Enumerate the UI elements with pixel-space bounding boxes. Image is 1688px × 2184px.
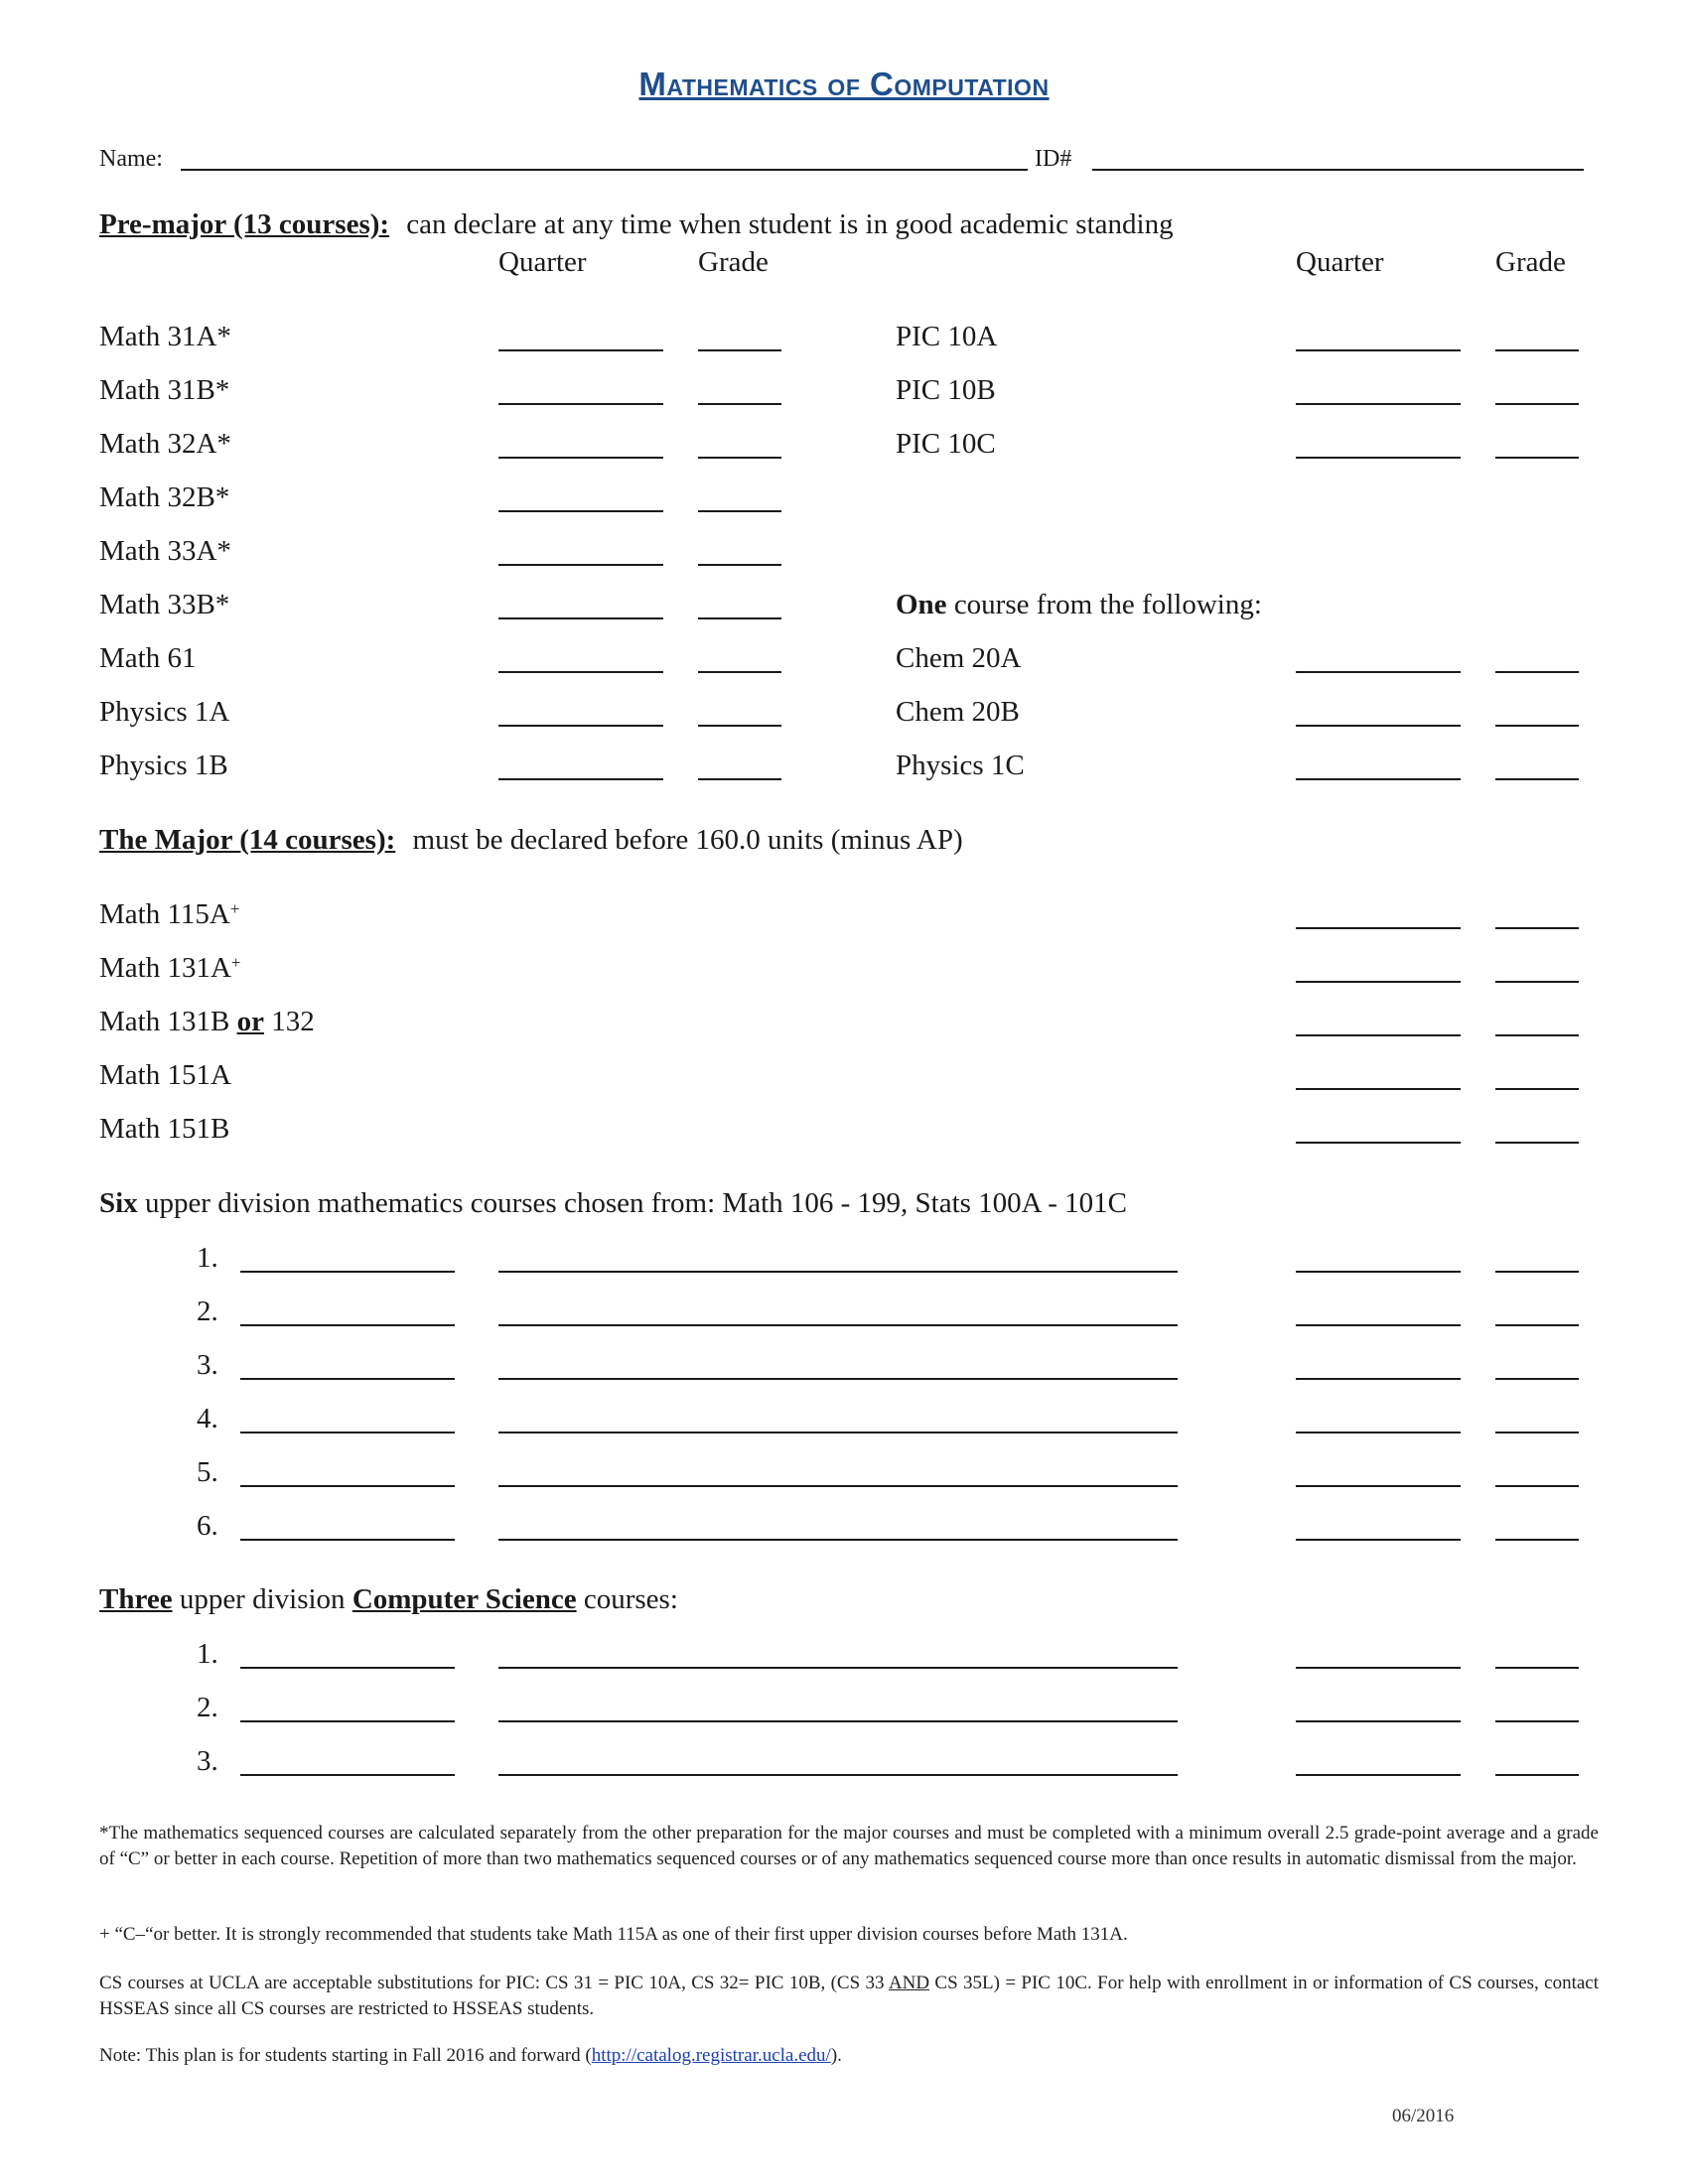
course-number-field[interactable] [240, 1720, 455, 1722]
grade-field[interactable] [1495, 778, 1579, 780]
grade-field[interactable] [1495, 1271, 1579, 1273]
quarter-field[interactable] [498, 457, 663, 459]
col-grade-left: Grade [698, 246, 769, 278]
premajor-heading-row [99, 210, 1174, 239]
quarter-field[interactable] [1296, 1539, 1461, 1541]
six-bold: Six [99, 1187, 138, 1219]
course-title-field[interactable] [498, 1378, 1178, 1380]
grade-field[interactable] [698, 403, 781, 405]
grade-field[interactable] [1495, 1142, 1579, 1144]
course-title-field[interactable] [498, 1432, 1178, 1433]
course-title-field[interactable] [498, 1720, 1178, 1722]
course-number-field[interactable] [240, 1378, 455, 1380]
page-title: Mathematics of Computation [638, 66, 1050, 102]
grade-field[interactable] [1495, 457, 1579, 459]
quarter-field[interactable] [1296, 1667, 1461, 1669]
course-label: Physics 1B [99, 750, 228, 781]
grade-field[interactable] [698, 457, 781, 459]
grade-field[interactable] [1495, 927, 1579, 929]
course-title-field[interactable] [498, 1667, 1178, 1669]
course-number-field[interactable] [240, 1539, 455, 1541]
cs-bold: Computer Science [352, 1583, 577, 1615]
row-number: 2. [197, 1692, 218, 1723]
quarter-field[interactable] [1296, 1432, 1461, 1433]
course-title-field[interactable] [498, 1485, 1178, 1487]
footnote-plan-note [99, 2043, 1599, 2069]
grade-field[interactable] [698, 617, 781, 619]
major-description: must be declared before 160.0 units (minus AP) [412, 824, 963, 856]
quarter-field[interactable] [1296, 981, 1461, 983]
course-name: Math 131B [99, 1006, 230, 1037]
course-label: Physics 1A [99, 696, 230, 728]
col-quarter-right: Quarter [1296, 246, 1384, 278]
name-field[interactable] [181, 169, 1028, 171]
col-grade-right: Grade [1495, 246, 1566, 278]
quarter-field[interactable] [1296, 349, 1461, 351]
course-title-field[interactable] [498, 1539, 1178, 1541]
cs-sub-and: AND [888, 1973, 930, 1993]
three-mid: upper division [179, 1583, 346, 1615]
quarter-field[interactable] [1296, 1324, 1461, 1326]
three-end: courses: [583, 1583, 678, 1615]
quarter-field[interactable] [1296, 457, 1461, 459]
name-label: Name: [99, 146, 163, 172]
footnote-grade-requirement: + “C–“or better. It is strongly recommended that students take Math 115A as one of their first upper division courses before Math 131A. [99, 1924, 1128, 1945]
major-heading: The Major (14 courses): [99, 824, 396, 856]
grade-requirement-mark: + [229, 899, 240, 918]
course-label: Math 31A* [99, 321, 231, 352]
course-label: Math 31B* [99, 374, 230, 406]
plan-note-text: Note: This plan is for students starting in Fall 2016 and forward ( [99, 2045, 592, 2066]
quarter-field[interactable] [498, 778, 663, 780]
course-label [99, 954, 241, 983]
quarter-field[interactable] [1296, 1034, 1461, 1036]
row-number: 5. [197, 1456, 218, 1488]
six-text: upper division mathematics courses chosen from: Math 106 - 199, Stats 100A - 101C [144, 1187, 1128, 1219]
grade-field[interactable] [1495, 1378, 1579, 1380]
six-heading [99, 1189, 1127, 1218]
course-label: Math 151B [99, 1113, 230, 1145]
id-label: ID# [1035, 146, 1072, 172]
course-number-field[interactable] [240, 1324, 455, 1326]
grade-field[interactable] [1495, 349, 1579, 351]
grade-field[interactable] [1495, 1667, 1579, 1669]
course-number-field[interactable] [240, 1485, 455, 1487]
quarter-field[interactable] [498, 564, 663, 566]
grade-field[interactable] [1495, 1720, 1579, 1722]
cs-sub-text-a: CS courses at UCLA are acceptable substitutions for PIC: CS 31 = PIC 10A, CS 32= PIC 10B, (CS 33 [99, 1973, 885, 1993]
course-name: Math 131A [99, 952, 231, 984]
course-label: Math 32A* [99, 428, 231, 460]
course-name-alt: 132 [271, 1006, 315, 1037]
quarter-field[interactable] [498, 403, 663, 405]
one-course-rest: course from the following: [953, 589, 1262, 620]
col-quarter-left: Quarter [498, 246, 587, 278]
grade-field[interactable] [1495, 1539, 1579, 1541]
grade-field[interactable] [698, 778, 781, 780]
row-number: 4. [197, 1403, 218, 1434]
quarter-field[interactable] [1296, 725, 1461, 727]
three-bold: Three [99, 1583, 173, 1615]
quarter-field[interactable] [1296, 1378, 1461, 1380]
course-title-field[interactable] [498, 1324, 1178, 1326]
one-course-instruction [896, 591, 1262, 619]
quarter-field[interactable] [1296, 671, 1461, 673]
revision-date: 06/2016 [1392, 2106, 1455, 2126]
course-label: Math 151A [99, 1059, 231, 1091]
course-title-field[interactable] [498, 1271, 1178, 1273]
three-heading [99, 1585, 678, 1614]
quarter-field[interactable] [1296, 1271, 1461, 1273]
grade-field[interactable] [1495, 1088, 1579, 1090]
quarter-field[interactable] [498, 725, 663, 727]
course-title-field[interactable] [498, 1774, 1178, 1776]
course-number-field[interactable] [240, 1667, 455, 1669]
grade-field[interactable] [698, 510, 781, 512]
premajor-heading: Pre-major (13 courses): [99, 208, 390, 240]
grade-field[interactable] [1495, 1485, 1579, 1487]
one-course-bold: One [896, 589, 947, 620]
grade-field[interactable] [1495, 725, 1579, 727]
row-number: 3. [197, 1745, 218, 1777]
id-field[interactable] [1092, 169, 1584, 171]
course-label: Math 33B* [99, 589, 230, 620]
quarter-field[interactable] [498, 349, 663, 351]
course-label: PIC 10A [896, 321, 998, 352]
major-heading-row [99, 826, 963, 855]
course-label: Chem 20A [896, 642, 1022, 674]
grade-field[interactable] [1495, 1774, 1579, 1776]
grade-field[interactable] [1495, 671, 1579, 673]
grade-field[interactable] [698, 671, 781, 673]
course-label: Chem 20B [896, 696, 1020, 728]
grade-field[interactable] [1495, 981, 1579, 983]
quarter-field[interactable] [1296, 1774, 1461, 1776]
course-number-field[interactable] [240, 1271, 455, 1273]
course-label: PIC 10C [896, 428, 996, 460]
row-number: 1. [197, 1638, 218, 1670]
or-connector: or [236, 1006, 264, 1037]
quarter-field[interactable] [1296, 927, 1461, 929]
course-label: Math 33A* [99, 535, 231, 567]
course-number-field[interactable] [240, 1774, 455, 1776]
row-number: 2. [197, 1296, 218, 1327]
quarter-field[interactable] [1296, 1142, 1461, 1144]
grade-field[interactable] [698, 564, 781, 566]
grade-requirement-mark: + [230, 953, 241, 972]
course-label [99, 1008, 315, 1036]
quarter-field[interactable] [1296, 1088, 1461, 1090]
course-label: PIC 10B [896, 374, 996, 406]
quarter-field[interactable] [1296, 1485, 1461, 1487]
footnote-sequenced-courses: *The mathematics sequenced courses are calculated separately from the other preparation for the major courses and must be completed with a minimum overall 2.5 grade-point average and a grade of “C” or better in each course. Repetition of more than two mathematics sequenced courses or of any mathematics sequenced course more than once results in automatic dismissal from the major. [99, 1823, 1599, 1869]
quarter-field[interactable] [498, 671, 663, 673]
row-number: 3. [197, 1349, 218, 1381]
grade-field[interactable] [698, 349, 781, 351]
cs-sub-text-b: CS 35L) = PIC 10C. For help with enrollment in or information of CS courses, contact HSSEAS since all CS courses are restricted to HSSEAS students. [99, 1973, 1599, 2019]
premajor-description: can declare at any time when student is in good academic standing [406, 208, 1174, 240]
row-number: 1. [197, 1242, 218, 1274]
course-name: Math 115A [99, 898, 230, 930]
course-label: Physics 1C [896, 750, 1025, 781]
quarter-field[interactable] [498, 617, 663, 619]
course-label: Math 32B* [99, 481, 230, 513]
quarter-field[interactable] [1296, 1720, 1461, 1722]
plan-note-end: ). [830, 2045, 842, 2066]
quarter-field[interactable] [1296, 403, 1461, 405]
grade-field[interactable] [1495, 1324, 1579, 1326]
footnote-cs-substitutions [99, 1971, 1599, 2022]
quarter-field[interactable] [1296, 778, 1461, 780]
quarter-field[interactable] [498, 510, 663, 512]
course-label: Math 61 [99, 642, 197, 674]
grade-field[interactable] [698, 725, 781, 727]
course-number-field[interactable] [240, 1432, 455, 1433]
course-label [99, 900, 239, 929]
grade-field[interactable] [1495, 1432, 1579, 1433]
catalog-link[interactable]: http://catalog.registrar.ucla.edu/ [591, 2045, 831, 2066]
grade-field[interactable] [1495, 403, 1579, 405]
row-number: 6. [197, 1510, 218, 1542]
grade-field[interactable] [1495, 1034, 1579, 1036]
